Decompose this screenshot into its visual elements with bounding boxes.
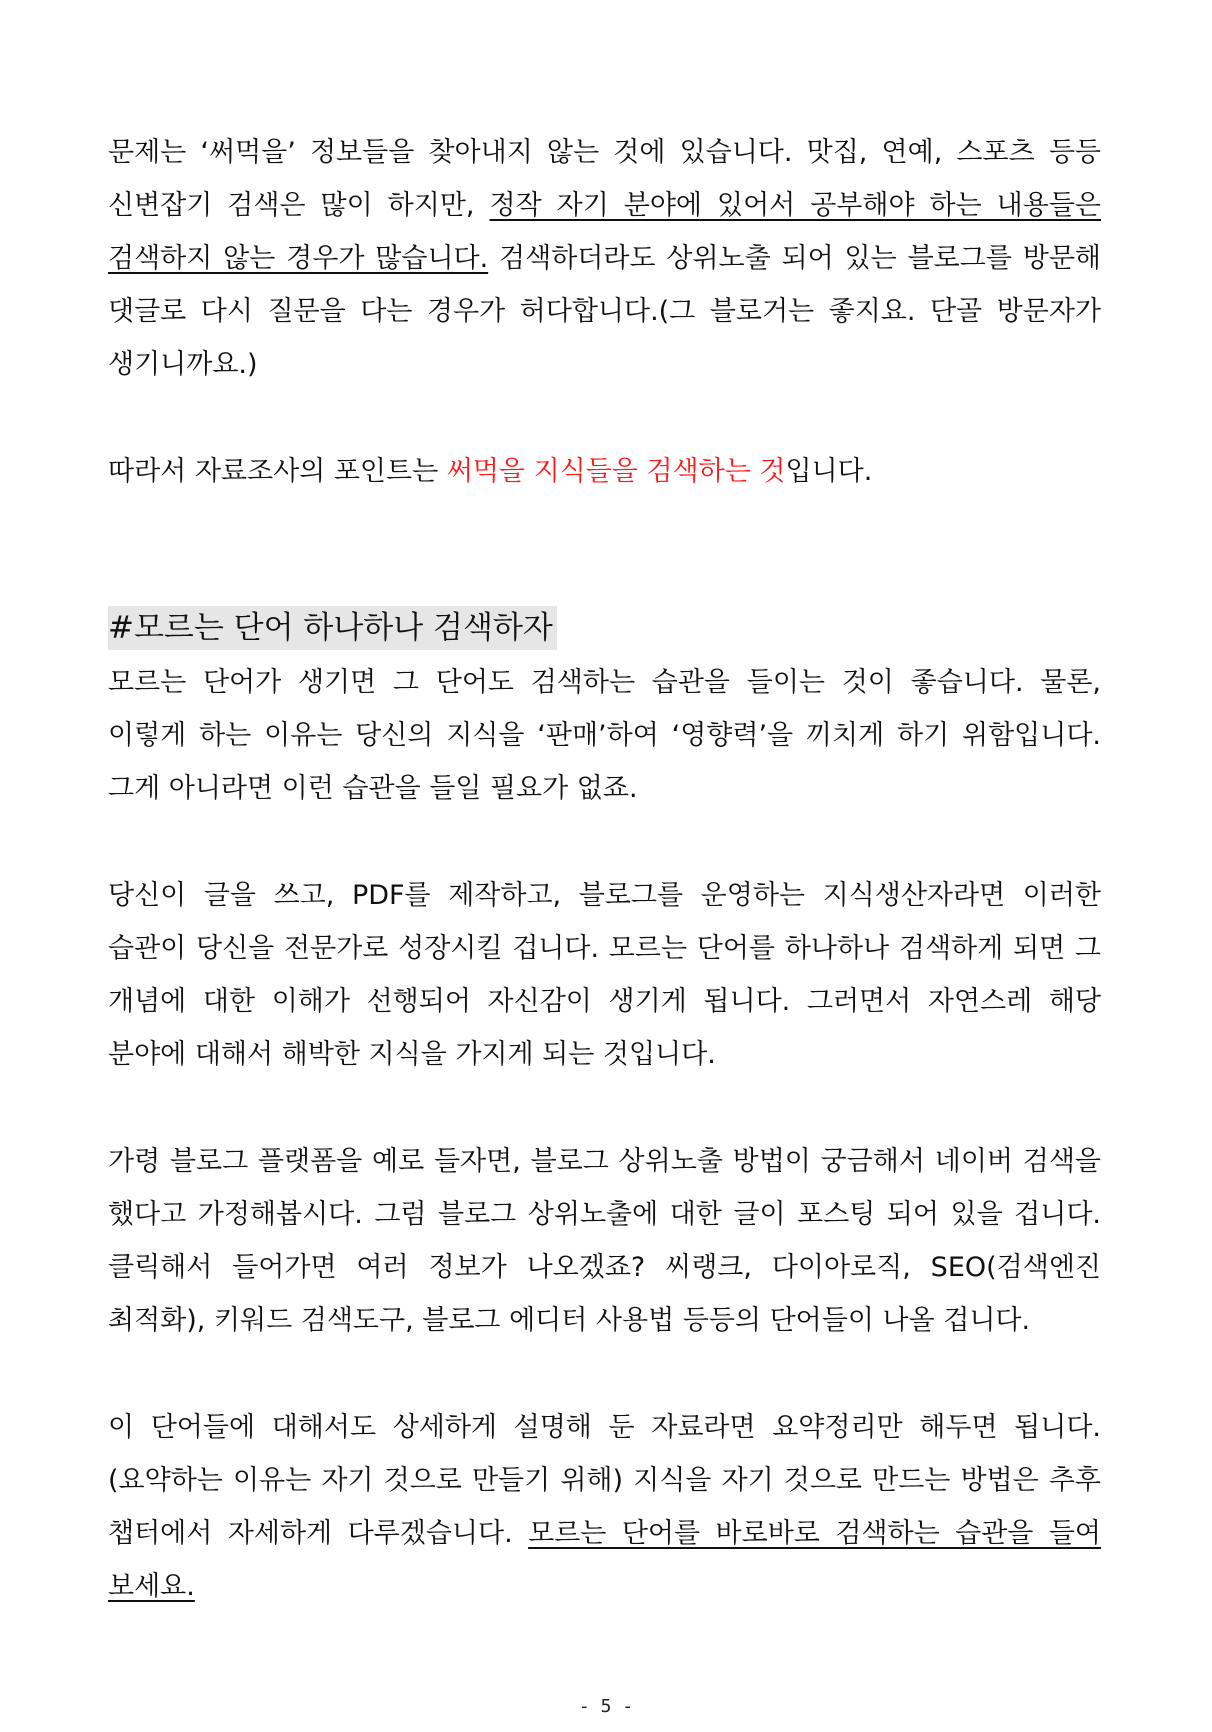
paragraph-text: 입니다. bbox=[785, 456, 873, 487]
paragraph-research-point bbox=[108, 445, 1101, 498]
section-heading-wrapper bbox=[108, 606, 1101, 656]
spacer bbox=[108, 1347, 1101, 1401]
paragraph-knowledge-producer: 당신이 글을 쓰고, PDF를 제작하고, 블로그를 운영하는 지식생산자라면 이러한 습관이 당신을 전문가로 성장시킬 겁니다. 모르는 단어를 하나하나 검색하게 되면 그 개념에 대한 이해가 선행되어 자신감이 생기게 됩니다. 그러면서 자연스레 해당 분야에 대해서 해박한 지식을 가지게 되는 것입니다. bbox=[108, 880, 1101, 1070]
paragraph-blog-example: 가령 블로그 플랫폼을 예로 들자면, 블로그 상위노출 방법이 궁금해서 네이버 검색을 했다고 가정해봅시다. 그럼 블로그 상위노출에 대한 글이 포스팅 되어 있을 겁니다. 클릭해서 들어가면 여러 정보가 나오겠죠? 씨랭크, 다이아로직, SEO(검색엔진 최적화), 키워드 검색도구, 블로그 에디터 사용법 등등의 단어들이 나올 겁니다. bbox=[108, 1146, 1101, 1336]
paragraph-text: 문제는 ‘써먹을’ 정보들을 찾아내지 않는 것에 있습니다. 맛집, 연예, 스포츠 등등 신변잡기 검색은 많이 하지만, bbox=[108, 137, 1101, 221]
paragraph-search-problem bbox=[108, 126, 1101, 391]
paragraph-search-habit: 모르는 단어가 생기면 그 단어도 검색하는 습관을 들이는 것이 좋습니다. 물론, 이렇게 하는 이유는 당신의 지식을 ‘판매’하여 ‘영향력’을 끼치게 하기 위함입니다. 그게 아니라면 이런 습관을 들일 필요가 없죠. bbox=[108, 667, 1101, 804]
paragraph-text: 검색하더라도 상위노출 되어 있는 블로그를 방문해 댓글로 다시 질문을 다는 경우가 허다합니다.(그 블로거는 좋지요. 단골 방문자가 생기니까요.) bbox=[108, 243, 1101, 380]
section-heading: #모르는 단어 하나하나 검색하자 bbox=[108, 606, 557, 650]
spacer bbox=[108, 815, 1101, 869]
spacer bbox=[108, 498, 1101, 606]
emphasized-red-text: 써먹을 지식들을 검색하는 것 bbox=[446, 456, 786, 487]
document-body bbox=[108, 126, 1101, 1613]
underlined-text: 정작 자기 분야에 있어서 공부해야 하는 내용들은 검색하지 않는 경우가 많습니다. bbox=[108, 190, 1101, 274]
underlined-text: 모르는 단어를 바로바로 검색하는 습관을 들여 보세요. bbox=[108, 1518, 1101, 1602]
paragraph-summary-advice bbox=[108, 1401, 1101, 1613]
paragraph-text: 이 단어들에 대해서도 상세하게 설명해 둔 자료라면 요약정리만 해두면 됩니다. (요약하는 이유는 자기 것으로 만들기 위해) 지식을 자기 것으로 만드는 방법은 추후 챕터에서 자세하게 다루겠습니다. bbox=[108, 1412, 1101, 1549]
paragraph-text: 따라서 자료조사의 포인트는 bbox=[108, 456, 447, 487]
spacer bbox=[108, 1081, 1101, 1135]
page-number: - 5 - bbox=[578, 1696, 634, 1717]
spacer bbox=[108, 391, 1101, 445]
